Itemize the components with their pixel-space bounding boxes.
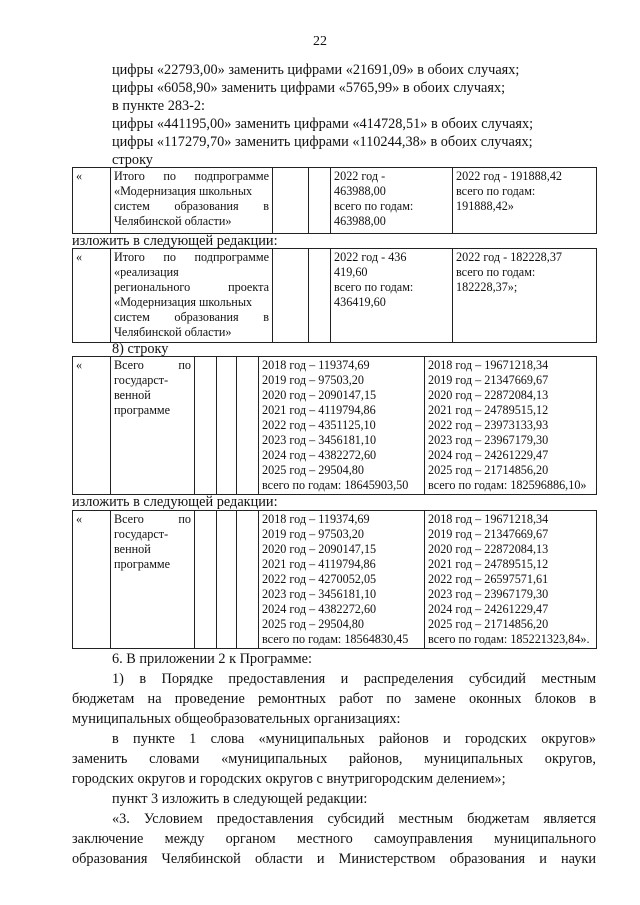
value-cell-b: 2018 год – 19671218,34 2019 год – 21347669,67 2020 год – 22872084,13 2021 год – 24789515,12 2022 год – 26597571,61 2023 год – 23967179,30 2024 год – 24261229,47 2025 год – 21714856,20 всего по годам: 185221323,84». (425, 511, 597, 649)
row-label-cell: Итого по подпрограмме «Модернизация школьных систем образования в Челябинской области» (111, 168, 273, 234)
empty-cell (273, 168, 309, 234)
value-cell-a: 2022 год - 436 419,60 всего по годам: 436419,60 (331, 249, 453, 343)
paragraph-line: городских округов и городских округов с внутригородским делением»; (72, 771, 506, 787)
quote-cell: « (73, 357, 111, 495)
value-cell-a: 2022 год - 463988,00 всего по годам: 463988,00 (331, 168, 453, 234)
value-cell-a: 2018 год – 119374,69 2019 год – 97503,20 2020 год – 2090147,15 2021 год – 4119794,86 2022 год – 4270052,05 2023 год – 3456181,10 2024 год – 4382272,60 2025 год – 29504,80 всего по годам: 18564830,45 (259, 511, 425, 649)
row-label-cell: Всего по государст- венной программе (111, 357, 195, 495)
paragraph-line: заключение между органом местного самоуправления муниципального (72, 831, 596, 847)
empty-cell (309, 168, 331, 234)
edit-instruction: изложить в следующей редакции: (72, 233, 278, 249)
empty-cell (273, 249, 309, 343)
amendment-line: в пункте 283-2: (112, 98, 206, 114)
paragraph-line: «3. Условием предоставления субсидий местным бюджетам является (112, 811, 596, 827)
empty-cell (309, 249, 331, 343)
paragraph-line: 1) в Порядке предоставления и распределения субсидий местным (112, 671, 596, 687)
value-cell-a: 2018 год – 119374,69 2019 год – 97503,20 2020 год – 2090147,15 2021 год – 4119794,86 2022 год – 4351125,10 2023 год – 3456181,10 2024 год – 4382272,60 2025 год – 29504,80 всего по годам: 18645903,50 (259, 357, 425, 495)
value-cell-b: 2022 год - 182228,37 всего по годам: 182228,37»; (453, 249, 597, 343)
paragraph-line: муниципальных общеобразовательных организациях: (72, 711, 401, 727)
amendment-line: цифры «117279,70» заменить цифрами «110244,38» в обоих случаях; (112, 134, 533, 150)
amendment-line: цифры «6058,90» заменить цифрами «5765,99» в обоих случаях; (112, 80, 506, 96)
amendment-line: цифры «22793,00» заменить цифрами «21691,09» в обоих случаях; (112, 62, 520, 78)
empty-cell (237, 357, 259, 495)
row-label-cell: Всего по государст- венной программе (111, 511, 195, 649)
empty-cell (217, 511, 237, 649)
page-number: 22 (313, 34, 327, 49)
paragraph-line: образования Челябинской области и Министерством образования и науки (72, 851, 596, 867)
empty-cell (237, 511, 259, 649)
row-label-cell: Итого по подпрограмме «реализация регионального проекта «Модернизация школьных систем образования в Челябинской области» (111, 249, 273, 343)
paragraph-line: заменить словами «муниципальных районов, муниципальных округов, (72, 751, 596, 767)
paragraph-line: бюджетам на проведение ремонтных работ по замене оконных блоков в (72, 691, 596, 707)
table-row-new-subprogram (72, 248, 597, 343)
empty-cell (195, 357, 217, 495)
paragraph-line: пункт 3 изложить в следующей редакции: (112, 791, 368, 807)
quote-cell: « (73, 168, 111, 234)
empty-cell (195, 511, 217, 649)
table-row-new-total (72, 510, 597, 649)
paragraph-line: в пункте 1 слова «муниципальных районов и городских округов» (112, 731, 596, 747)
value-cell-b: 2018 год – 19671218,34 2019 год – 21347669,67 2020 год – 22872084,13 2021 год – 24789515,12 2022 год – 23973133,93 2023 год – 23967179,30 2024 год – 24261229,47 2025 год – 21714856,20 всего по годам: 182596886,10» (425, 357, 597, 495)
edit-instruction: изложить в следующей редакции: (72, 494, 278, 510)
section-label: 8) строку (112, 341, 169, 357)
empty-cell (217, 357, 237, 495)
quote-cell: « (73, 511, 111, 649)
amendment-line: строку (112, 152, 153, 168)
quote-cell: « (73, 249, 111, 343)
amendment-line: цифры «441195,00» заменить цифрами «414728,51» в обоих случаях; (112, 116, 534, 132)
paragraph-line: 6. В приложении 2 к Программе: (112, 651, 312, 667)
value-cell-b: 2022 год - 191888,42 всего по годам: 191888,42» (453, 168, 597, 234)
table-row-old-subprogram (72, 167, 597, 234)
table-row-old-total (72, 356, 597, 495)
